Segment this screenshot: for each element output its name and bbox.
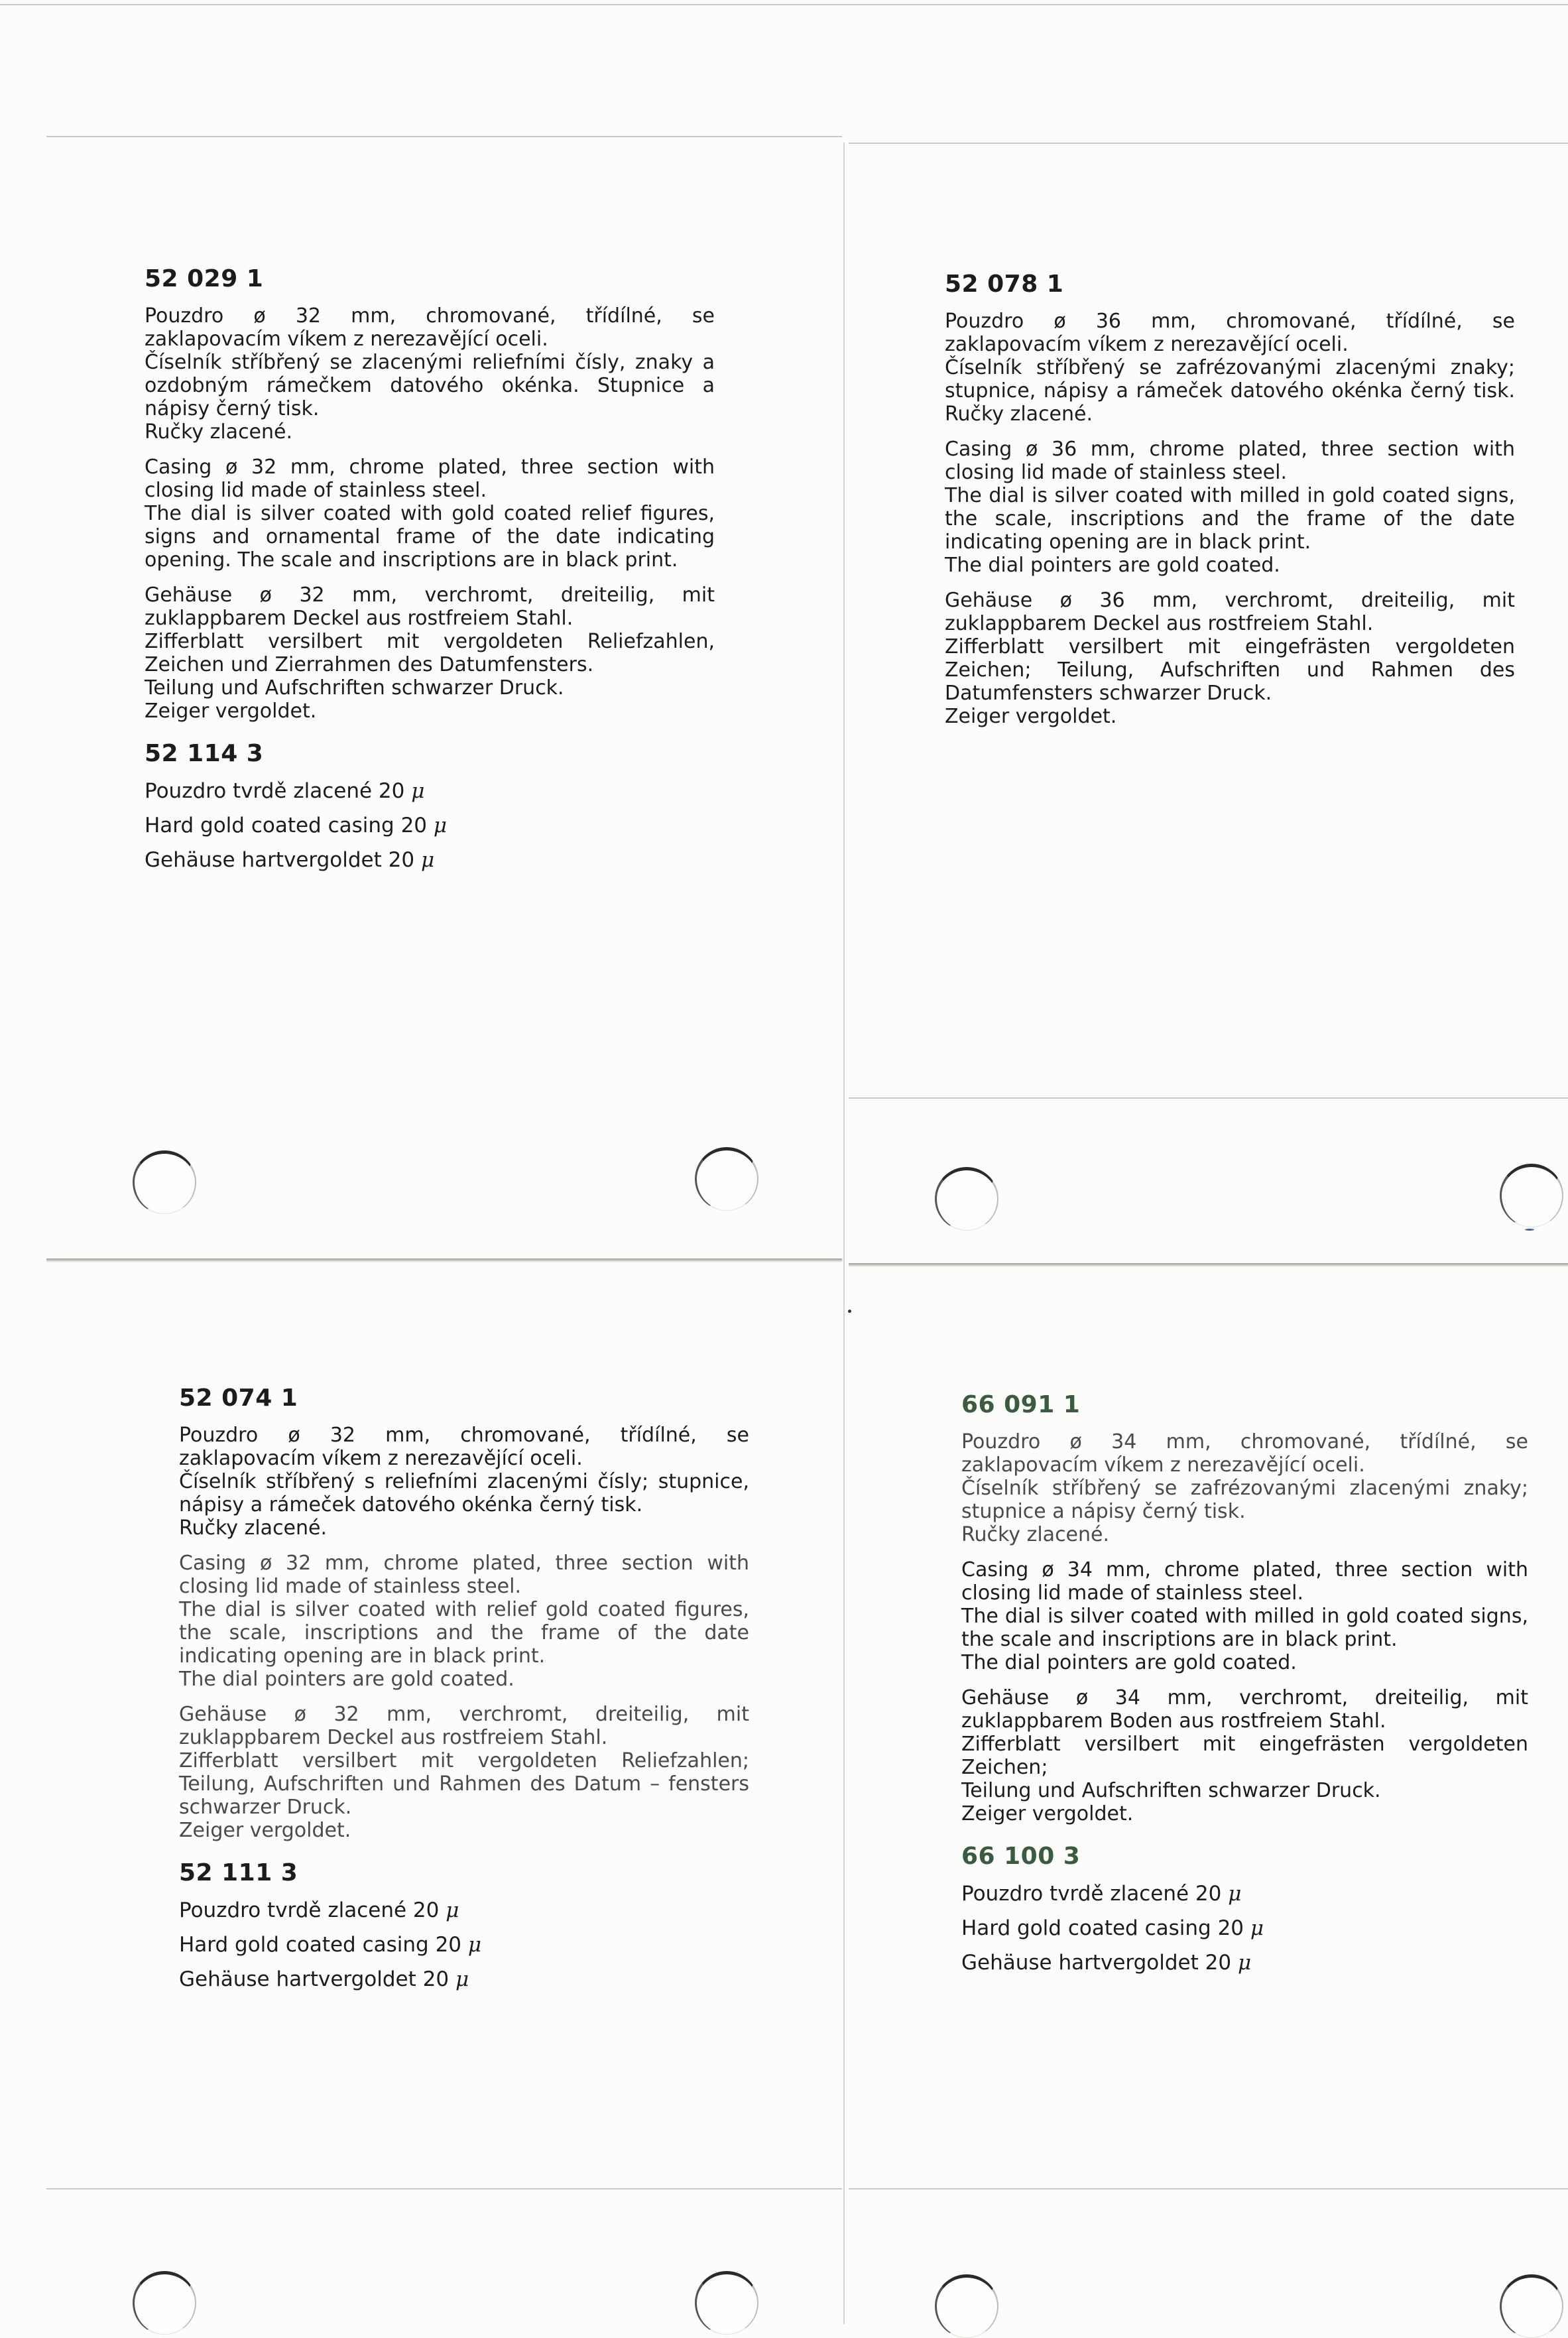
product-code: 52 078 1 bbox=[945, 271, 1064, 298]
variant-czech: Pouzdro tvrdě zlacené 20 μ bbox=[961, 1882, 1242, 1906]
description-german: Gehäuse ø 34 mm, verchromt, dreiteilig, mit zuklappbarem Boden aus rostfreiem Stahl. Zifferblatt versilbert mit eingefrästen vergoldeten Zeichen; Teilung und Aufschriften schwarzer Druck. Zeiger vergoldet. bbox=[961, 1686, 1528, 1825]
punch-hole bbox=[935, 2274, 998, 2338]
punch-hole bbox=[1500, 1164, 1563, 1227]
panel-52-078-1 bbox=[945, 271, 1515, 740]
ink-speck bbox=[848, 1310, 851, 1313]
sheet-tab-edge-right bbox=[849, 1097, 1568, 1099]
description-english: Casing ø 32 mm, chrome plated, three section with closing lid made of stainless steel. The dial is silver coated with relief gold coated figures, the scale, inscriptions and the frame of the date indicating opening are in black print. The dial pointers are gold coated. bbox=[179, 1552, 749, 1691]
micron-unit: μ bbox=[446, 1898, 459, 1922]
punch-hole bbox=[695, 2271, 758, 2335]
panel-66-091-1 bbox=[961, 1391, 1528, 1985]
variant-czech: Pouzdro tvrdě zlacené 20 μ bbox=[179, 1898, 459, 1922]
sheet-top-edge-left bbox=[46, 136, 842, 137]
description-german: Gehäuse ø 36 mm, verchromt, dreiteilig, mit zuklappbarem Deckel aus rostfreiem Stahl. Zifferblatt versilbert mit eingefrästen vergoldeten Zeichen; Teilung, Aufschriften und Rahmen des Datumfensters schwarzer Druck. Zeiger vergoldet. bbox=[945, 589, 1515, 728]
description-czech: Pouzdro ø 32 mm, chromované, třídílné, se zaklapovacím víkem z nerezavějící oceli. Číselník stříbřený s reliefními zlacenými čísly; stupnice, nápisy a rámeček datového okénka černý tisk. Ručky zlacené. bbox=[179, 1424, 749, 1540]
micron-unit: μ bbox=[467, 1933, 482, 1957]
product-code: 52 074 1 bbox=[179, 1384, 298, 1412]
sheet-top-edge-right bbox=[849, 143, 1568, 144]
sheet-divider-left bbox=[46, 1259, 842, 1262]
variant-german: Gehäuse hartvergoldet 20 μ bbox=[179, 1967, 469, 1991]
sheet-center-fold bbox=[843, 143, 845, 2324]
variant-english: Hard gold coated casing 20 μ bbox=[961, 1916, 1264, 1940]
sheet-divider-right bbox=[849, 1263, 1568, 1267]
description-english: Casing ø 34 mm, chrome plated, three section with closing lid made of stainless steel. The dial is silver coated with milled in gold coated signs, the scale and inscriptions are in black print. The dial pointers are gold coated. bbox=[961, 1558, 1528, 1674]
variant-german: Gehäuse hartvergoldet 20 μ bbox=[961, 1951, 1252, 1975]
punch-hole bbox=[133, 1150, 196, 1214]
description-english: Casing ø 36 mm, chrome plated, three section with closing lid made of stainless steel. The dial is silver coated with milled in gold coated signs, the scale, inscriptions and the frame of the date indicating opening are in black print. The dial pointers are gold coated. bbox=[945, 438, 1515, 577]
variant-english: Hard gold coated casing 20 μ bbox=[179, 1933, 482, 1957]
sheet-tab-edge-bottom-left bbox=[46, 2188, 842, 2189]
micron-unit: μ bbox=[411, 779, 425, 803]
micron-unit: μ bbox=[433, 814, 448, 837]
variant-code: 52 111 3 bbox=[179, 1859, 298, 1886]
variant-code: 52 114 3 bbox=[145, 740, 264, 767]
micron-unit: μ bbox=[1250, 1916, 1264, 1940]
variant-code: 66 100 3 bbox=[961, 1843, 1081, 1870]
panel-52-029-1 bbox=[145, 265, 715, 883]
description-german: Gehäuse ø 32 mm, verchromt, dreiteilig, mit zuklappbarem Deckel aus rostfreiem Stahl. Zifferblatt versilbert mit vergoldeten Reliefzahlen; Teilung, Aufschriften und Rahmen des Datum – fensters schwarzer Druck. Zeiger vergoldet. bbox=[179, 1703, 749, 1842]
micron-unit: μ bbox=[420, 848, 435, 872]
punch-hole bbox=[695, 1147, 758, 1211]
micron-unit: μ bbox=[1237, 1951, 1252, 1975]
variant-czech: Pouzdro tvrdě zlacené 20 μ bbox=[145, 779, 425, 803]
sheet-tab-edge-bottom-right bbox=[849, 2188, 1568, 2189]
micron-unit: μ bbox=[455, 1967, 469, 1991]
ink-speck bbox=[1525, 1229, 1534, 1231]
punch-hole bbox=[1500, 2274, 1563, 2338]
page-top-edge bbox=[0, 4, 1568, 5]
description-english: Casing ø 32 mm, chrome plated, three section with closing lid made of stainless steel. The dial is silver coated with gold coated relief figures, signs and ornamental frame of the date indicating opening. The scale and inscriptions are in black print. bbox=[145, 456, 715, 572]
punch-hole bbox=[133, 2271, 196, 2335]
description-czech: Pouzdro ø 36 mm, chromované, třídílné, se zaklapovacím víkem z nerezavějící oceli. Číselník stříbřený se zafrézovanými zlacenými znaky; stupnice, nápisy a rámeček datového okénka černý tisk. Ručky zlacené. bbox=[945, 310, 1515, 426]
panel-52-074-1 bbox=[179, 1384, 749, 2002]
description-german: Gehäuse ø 32 mm, verchromt, dreiteilig, mit zuklappbarem Deckel aus rostfreiem Stahl. Zifferblatt versilbert mit vergoldeten Reliefzahlen, Zeichen und Zierrahmen des Datumfensters. Teilung und Aufschriften schwarzer Druck. Zeiger vergoldet. bbox=[145, 584, 715, 723]
product-code: 52 029 1 bbox=[145, 265, 264, 292]
punch-hole bbox=[935, 1167, 998, 1231]
product-code: 66 091 1 bbox=[961, 1391, 1081, 1418]
micron-unit: μ bbox=[1228, 1882, 1242, 1906]
description-czech: Pouzdro ø 32 mm, chromované, třídílné, se zaklapovacím víkem z nerezavějící oceli. Číselník stříbřený se zlacenými reliefními čísly, znaky a ozdobným rámečkem datového okénka. Stupnice a nápisy černý tisk. Ručky zlacené. bbox=[145, 304, 715, 444]
variant-german: Gehäuse hartvergoldet 20 μ bbox=[145, 848, 435, 872]
description-czech: Pouzdro ø 34 mm, chromované, třídílné, se zaklapovacím víkem z nerezavějící oceli. Číselník stříbřený se zafrézovanými zlacenými znaky; stupnice a nápisy černý tisk. Ručky zlacené. bbox=[961, 1430, 1528, 1546]
variant-english: Hard gold coated casing 20 μ bbox=[145, 814, 448, 837]
